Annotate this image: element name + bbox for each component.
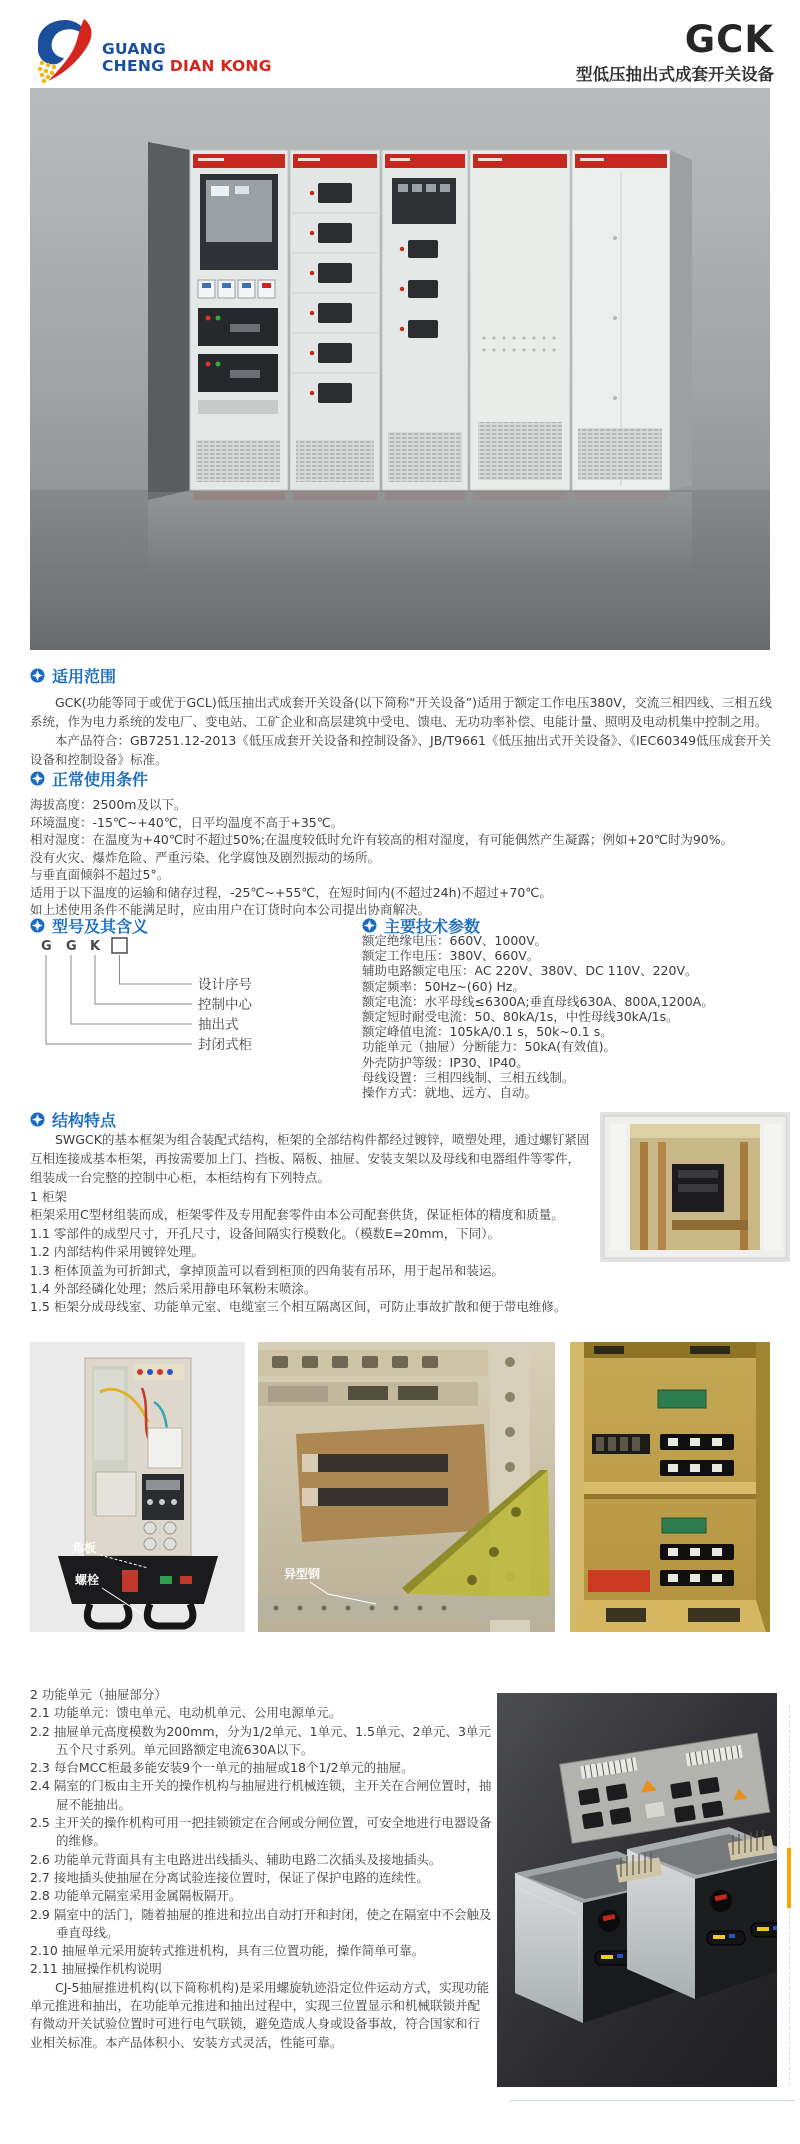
- product-subtitle: 型低压抽出式成套开关设备: [576, 65, 774, 84]
- condition-line: 相对湿度：在温度为+40℃时不超过50%;在温度较低时允许有较高的相对湿度，有可能偶然产生凝露；例如+20℃时为90%。: [30, 832, 734, 847]
- structure-line: 1.1 零部件的成型尺寸，开孔尺寸，设备间隔实行模数化。（模数E=20mm，下同）。: [30, 1225, 500, 1241]
- structure-intro: SWGCK的基本框架为组合装配式结构，柜架的全部结构件都经过镀锌，喷塑处理，通过螺钉紧固互相连接成基本柜架，再按需要加上门、挡板、隔板、抽屉、安装支架以及母线和电器组件等零件，组装成一台完整的控制中心柜，本柜结构有下列特点。: [30, 1132, 590, 1185]
- unit-item: 2.8 功能单元隔室采用金属隔板隔开。: [30, 1888, 242, 1904]
- model-label: 封闭式柜: [198, 1037, 252, 1053]
- model-letter: K: [90, 939, 101, 954]
- params-body: [362, 933, 792, 1100]
- right-edge-orange-accent: [787, 1848, 791, 1908]
- param-line: 额定短时耐受电流：50、80kA/1s，中性母线30kA/1s。: [362, 1009, 679, 1025]
- conditions-section-heading: [30, 767, 148, 790]
- model-letter: G: [66, 939, 77, 954]
- structure-line: 1.4 外部经磷化处理；然后采用静电环氧粉末喷涂。: [30, 1281, 317, 1297]
- structure-line: 1 柜架: [30, 1189, 67, 1204]
- conditions-title: 正常使用条件: [52, 770, 149, 789]
- unit-heading: 2 功能单元（抽屉部分）: [30, 1687, 167, 1702]
- main-product-photo: [30, 88, 770, 654]
- drawer-units-photo: [497, 1693, 777, 2091]
- model-label: 设计序号: [198, 977, 252, 993]
- bolt-label: 螺栓: [75, 1573, 100, 1587]
- brand-line1: GUANG: [102, 40, 167, 58]
- param-line: 操作方式：就地、远方、自动。: [362, 1085, 538, 1101]
- unit-item: 2.1 功能单元：馈电单元、电动机单元、公用电源单元。: [30, 1705, 342, 1721]
- scope-title: 适用范围: [52, 667, 117, 686]
- param-line: 额定电流：水平母线≤6300A;垂直母线630A、800A,1200A。: [362, 993, 714, 1009]
- scope-paragraph-1: GCK(功能等同于或优于GCL)低压抽出式成套开关设备(以下简称“开关设备”)适用于额定工作电压380V，交流三相四线、三相五线系统，作为电力系统的发电厂、变电站、工矿企业和高层建筑中受电、馈电、无功功率补偿、电能计量、照明及电动机集中控制之用。: [30, 695, 772, 729]
- busbar-frame-photo: [258, 1342, 555, 1636]
- unit-item: 2.11 抽屉操作机构说明: [30, 1961, 162, 1977]
- scope-paragraph-2: 本产品符合：GB7251.12-2013《低压成套开关设备和控制设备》、JB/T9661《低压抽出式开关设备》、《IEC60349低压成套开关设备和控制设备》标准。: [30, 733, 772, 767]
- company-logo-icon: [24, 13, 100, 89]
- model-letter: G: [41, 939, 52, 954]
- param-line: 额定频率：50Hz~(60) Hz。: [362, 978, 525, 994]
- bottom-rule-line: [510, 2100, 795, 2101]
- floor-reflection: [148, 492, 692, 576]
- section-bullet-icon: [30, 1112, 45, 1127]
- section-bullet-icon: [30, 918, 45, 933]
- unit-item: 2.6 功能单元背面具有主电路进出线插头、辅助电路二次插头及接地插头。: [30, 1851, 442, 1867]
- model-designation-diagram: [34, 936, 364, 1072]
- conditions-body: [30, 796, 772, 919]
- frame-detail-photo: [600, 1112, 790, 1266]
- scope-body: [30, 693, 772, 769]
- model-label: 控制中心: [198, 997, 252, 1013]
- unit-item: 2.2 抽屉单元高度模数为200mm，分为1/2单元、1单元、1.5单元、2单元、3单元五个尺寸系列。单元回路额定电流630A以下。: [30, 1723, 491, 1757]
- condition-line: 环境温度：-15℃~+40℃，日平均温度不高于+35℃。: [30, 814, 344, 830]
- structure-section-heading: [30, 1108, 116, 1131]
- brand-line2-blue: CHENG: [102, 57, 165, 75]
- structure-body: [30, 1130, 590, 1317]
- param-line: 额定绝缘电压：660V、1000V。: [362, 933, 548, 948]
- condition-line: 海拔高度：2500m及以下。: [30, 797, 187, 812]
- structure-line: 1.5 柜架分成母线室、功能单元室、电缆室三个相互隔离区间，可防止事故扩散和便于带电维修。: [30, 1299, 567, 1315]
- unit-section-body: [30, 1686, 492, 2052]
- scope-section-heading: [30, 664, 116, 687]
- param-line: 母线设置：三相四线制、三相五线制。: [362, 1069, 575, 1085]
- section-bullet-icon: [30, 668, 45, 683]
- unit-item: 2.3 每台MCC柜最多能安装9个一单元的抽屉或18个1/2单元的抽屉。: [30, 1760, 414, 1776]
- unit-mechanism-paragraph: CJ-5抽屉推进机构(以下简称机构)是采用螺旋轨迹沿定位件运动方式，实现功能单元推进和抽出，在功能单元推进和抽出过程中，实现三位置显示和机械联锁并配有微动开关试验位置时可进行电气联锁，避免造成人身或设备事故，符合国家和行业相关标准。本产品体积小、安装方式灵活，性能可靠。: [30, 1979, 490, 2050]
- condition-line: 如上述使用条件不能满足时，应由用户在订货时向本公司提出协商解决。: [30, 902, 431, 917]
- model-design-number-box: [112, 938, 127, 953]
- model-label: 抽出式: [198, 1017, 239, 1033]
- param-line: 额定峰值电流：105kA/0.1 s，50k~0.1 s。: [362, 1024, 613, 1040]
- cabinet-lineup: [148, 142, 692, 500]
- shaped-steel-label: 异型钢: [284, 1567, 321, 1581]
- param-line: 功能单元（抽屉）分断能力：50kA(有效值)。: [362, 1039, 616, 1055]
- section-bullet-icon: [362, 918, 377, 933]
- structure-line: 1.3 柜体顶盖为可折卸式，拿掉顶盖可以看到柜顶的四角装有吊环，用于起吊和装运。: [30, 1262, 504, 1278]
- unit-item: 2.4 隔室的门板由主开关的操作机构与抽屉进行机械连锁，主开关在合闸位置时，抽屉不能抽出。: [30, 1778, 492, 1812]
- structure-line: 1.2 内部结构件采用镀锌处理。: [30, 1244, 204, 1260]
- section-bullet-icon: [30, 771, 45, 786]
- model-section-heading: [30, 914, 148, 937]
- product-code: GCK: [684, 18, 774, 61]
- model-title: 型号及其含义: [52, 917, 149, 936]
- structure-title: 结构特点: [52, 1111, 117, 1130]
- condition-line: 适用于以下温度的运输和储存过程，-25℃~+55℃，在短时间内(不超过24h)不超过+70℃。: [30, 884, 552, 900]
- param-line: 辅助电路额定电压：AC 220V、380V、DC 110V、220V。: [362, 963, 698, 979]
- unit-item: 2.5 主开关的操作机构可用一把挂锁锁定在合闸或分闸位置，可安全地进行电器设备的维修。: [30, 1815, 492, 1849]
- param-line: 额定工作电压：380V、660V。: [362, 948, 540, 964]
- params-title: 主要技术参数: [384, 917, 481, 936]
- condition-line: 与垂直面倾斜不超过5°。: [30, 867, 170, 882]
- unit-item: 2.7 接地插头使抽屉在分离试验连接位置时，保证了保护电路的连续性。: [30, 1869, 429, 1885]
- condition-line: 没有火灾、爆炸危险、严重污染、化学腐蚀及剧烈振动的场所。: [30, 849, 381, 865]
- corner-plate-label: 角板: [72, 1541, 97, 1555]
- brand-name: [102, 41, 272, 75]
- unit-item: 2.9 隔室中的活门，随着抽屉的推进和拉出自动打开和封闭，使之在隔室中不会触及垂直母线。: [30, 1906, 492, 1940]
- header-product-title: [576, 18, 774, 85]
- cabinet-interior-photo: [570, 1342, 770, 1636]
- param-line: 外壳防护等级：IP30、IP40。: [362, 1054, 529, 1070]
- unit-item: 2.10 抽屉单元采用旋转式推进机构，具有三位置功能，操作简单可靠。: [30, 1943, 425, 1959]
- structure-line: 柜架采用C型材组装而成，柜架零件及专用配套零件由本公司配套供货，保证柜体的精度和质量。: [30, 1207, 564, 1223]
- brand-line2-red: DIAN KONG: [169, 57, 272, 75]
- drawer-top-view-photo: [30, 1342, 245, 1636]
